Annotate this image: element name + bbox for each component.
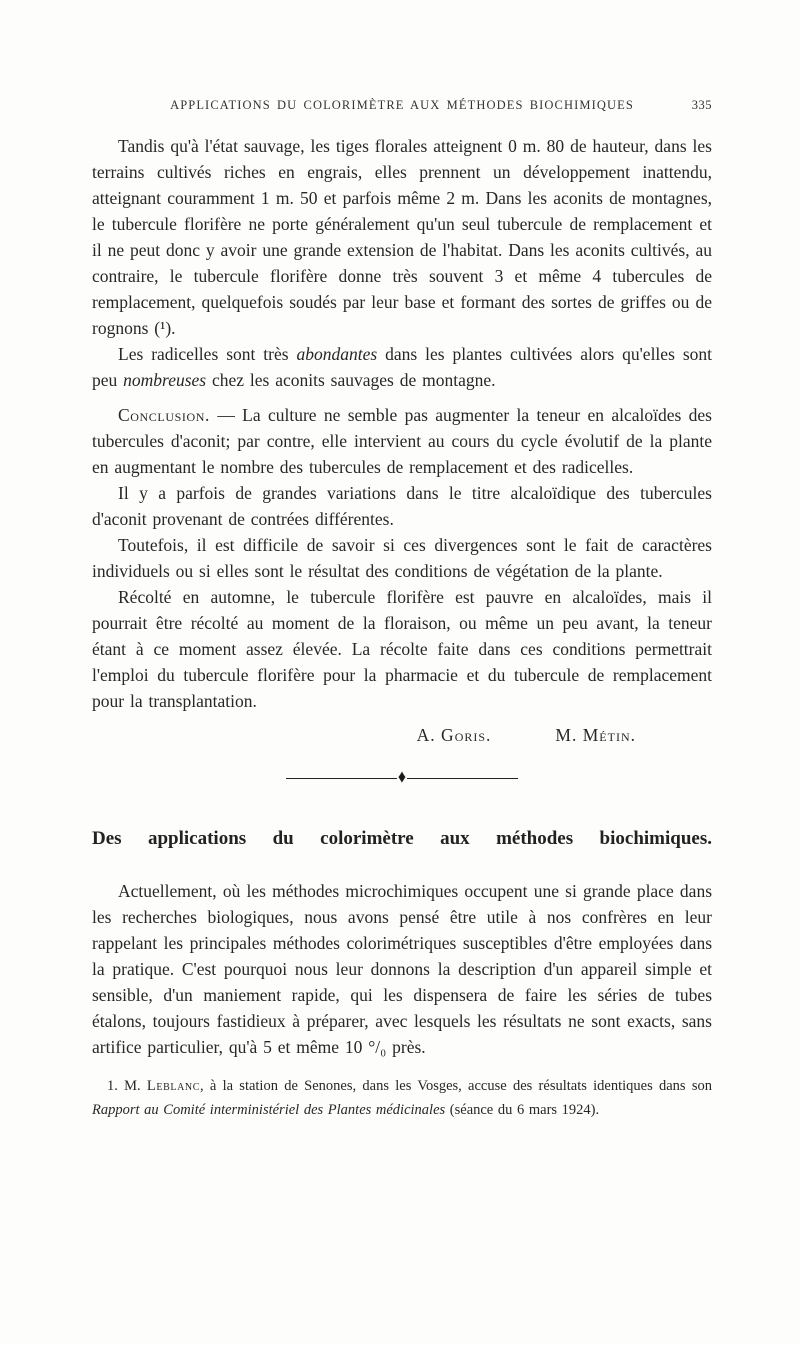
paragraph-tandis: Tandis qu'à l'état sauvage, les tiges florales atteignent 0 m. 80 de hauteur, dans les terrains cultivés riches en engrais, elles prennent un développement inattendu, atteignant couramment 1 m. 50 et parfois même 2 m. Dans les aconits de montagnes, le tubercule florifère ne porte généralement qu'un seul tubercule de remplacement et il ne peut donc y avoir une grande extension de l'habitat. Dans les aconits cultivés, au contraire, le tubercule florifère donne très souvent 3 et même 4 tubercules de remplacement, quelquefois soudés par leur base et formant des sortes de griffes ou de rognons (¹). bbox=[92, 136, 712, 338]
conclusion-label: Conclusion. bbox=[118, 405, 210, 425]
running-header bbox=[92, 98, 712, 114]
diamond-ornament-icon: ♦ bbox=[397, 767, 407, 788]
signature-metin: M. Métin. bbox=[555, 725, 636, 745]
paragraph-radicelles-mid: dans les plantes cultivées alors qu'elles sont peu bbox=[92, 344, 712, 390]
separator-line-right bbox=[407, 778, 518, 779]
article-colorimetre-section bbox=[92, 828, 712, 1060]
footnote bbox=[92, 1075, 712, 1122]
paragraph-variations: Il y a parfois de grandes variations dans le titre alcaloïdique des tubercules d'aconit provenant de contrées différentes. bbox=[92, 483, 712, 529]
page-number: 335 bbox=[691, 98, 712, 112]
paragraph-conclusion bbox=[92, 402, 712, 480]
footnote-mid: , à la station de Senones, dans les Vosges, accuse des résultats identiques dans son bbox=[199, 1078, 712, 1094]
signature-goris: A. Goris. bbox=[416, 725, 492, 745]
italic-abondantes: abondantes bbox=[296, 344, 378, 364]
paragraph-toutefois: Toutefois, il est difficile de savoir si ces divergences sont le fait de caractères individuels ou si elles sont le résultat des conditions de végétation de la plante. bbox=[92, 535, 712, 581]
footnote-author: Leblanc bbox=[146, 1078, 200, 1094]
paragraph-actuellement: Actuellement, où les méthodes microchimiques occupent une si grande place dans les recherches biologiques, nous avons pensé être utile à nos confrères en leur rappelant les principales méthodes colorimétriques susceptibles d'être employées dans la pratique. C'est pourquoi nous leur donnons la description d'un appareil simple et sensible, d'un maniement rapide, qui les dispensera de faire les séries de tubes étalons, toujours fastidieux à préparer, avec lesquels les résultats ne sont exacts, sans artifice particulier, qu'à 5 et même 10 °/₀ près. bbox=[92, 881, 712, 1057]
footnote-marker: 1. M. bbox=[107, 1078, 147, 1094]
paragraph-recolte: Récolté en automne, le tubercule florifère est pauvre en alcaloïdes, mais il pourrait être récolté au moment de la floraison, ou même un peu avant, la teneur étant à ce moment assez élevée. La récolte faite dans ces conditions permettrait l'emploi du tubercule florifère pour la pharmacie et du tubercule de remplacement pour la transplantation. bbox=[92, 587, 712, 711]
footnote-post: (séance du 6 mars 1924). bbox=[445, 1101, 600, 1118]
article-conclusion-section bbox=[92, 133, 712, 746]
footnote-work-title: Rapport au Comité interministériel des Plantes médicinales bbox=[92, 1101, 446, 1118]
signature-row bbox=[92, 725, 712, 746]
paragraph-radicelles bbox=[92, 341, 712, 393]
separator-line-left bbox=[286, 778, 397, 779]
section-title: Des applications du colorimètre aux méthodes biochimiques. bbox=[92, 828, 712, 849]
running-title: APPLICATIONS DU COLORIMÈTRE AUX MÉTHODES BIOCHIMIQUES bbox=[170, 98, 634, 112]
section-separator bbox=[286, 767, 518, 788]
italic-nombreuses: nombreuses bbox=[123, 370, 207, 390]
paragraph-radicelles-post: chez les aconits sauvages de montagne. bbox=[206, 370, 496, 390]
paragraph-radicelles-pre: Les radicelles sont très bbox=[118, 344, 297, 364]
conclusion-text: — La culture ne semble pas augmenter la teneur en alcaloïdes des tubercules d'aconit; par contre, elle intervient au cours du cycle évolutif de la plante en augmentant le nombre des tubercules de remplacement et des radicelles. bbox=[92, 405, 712, 477]
